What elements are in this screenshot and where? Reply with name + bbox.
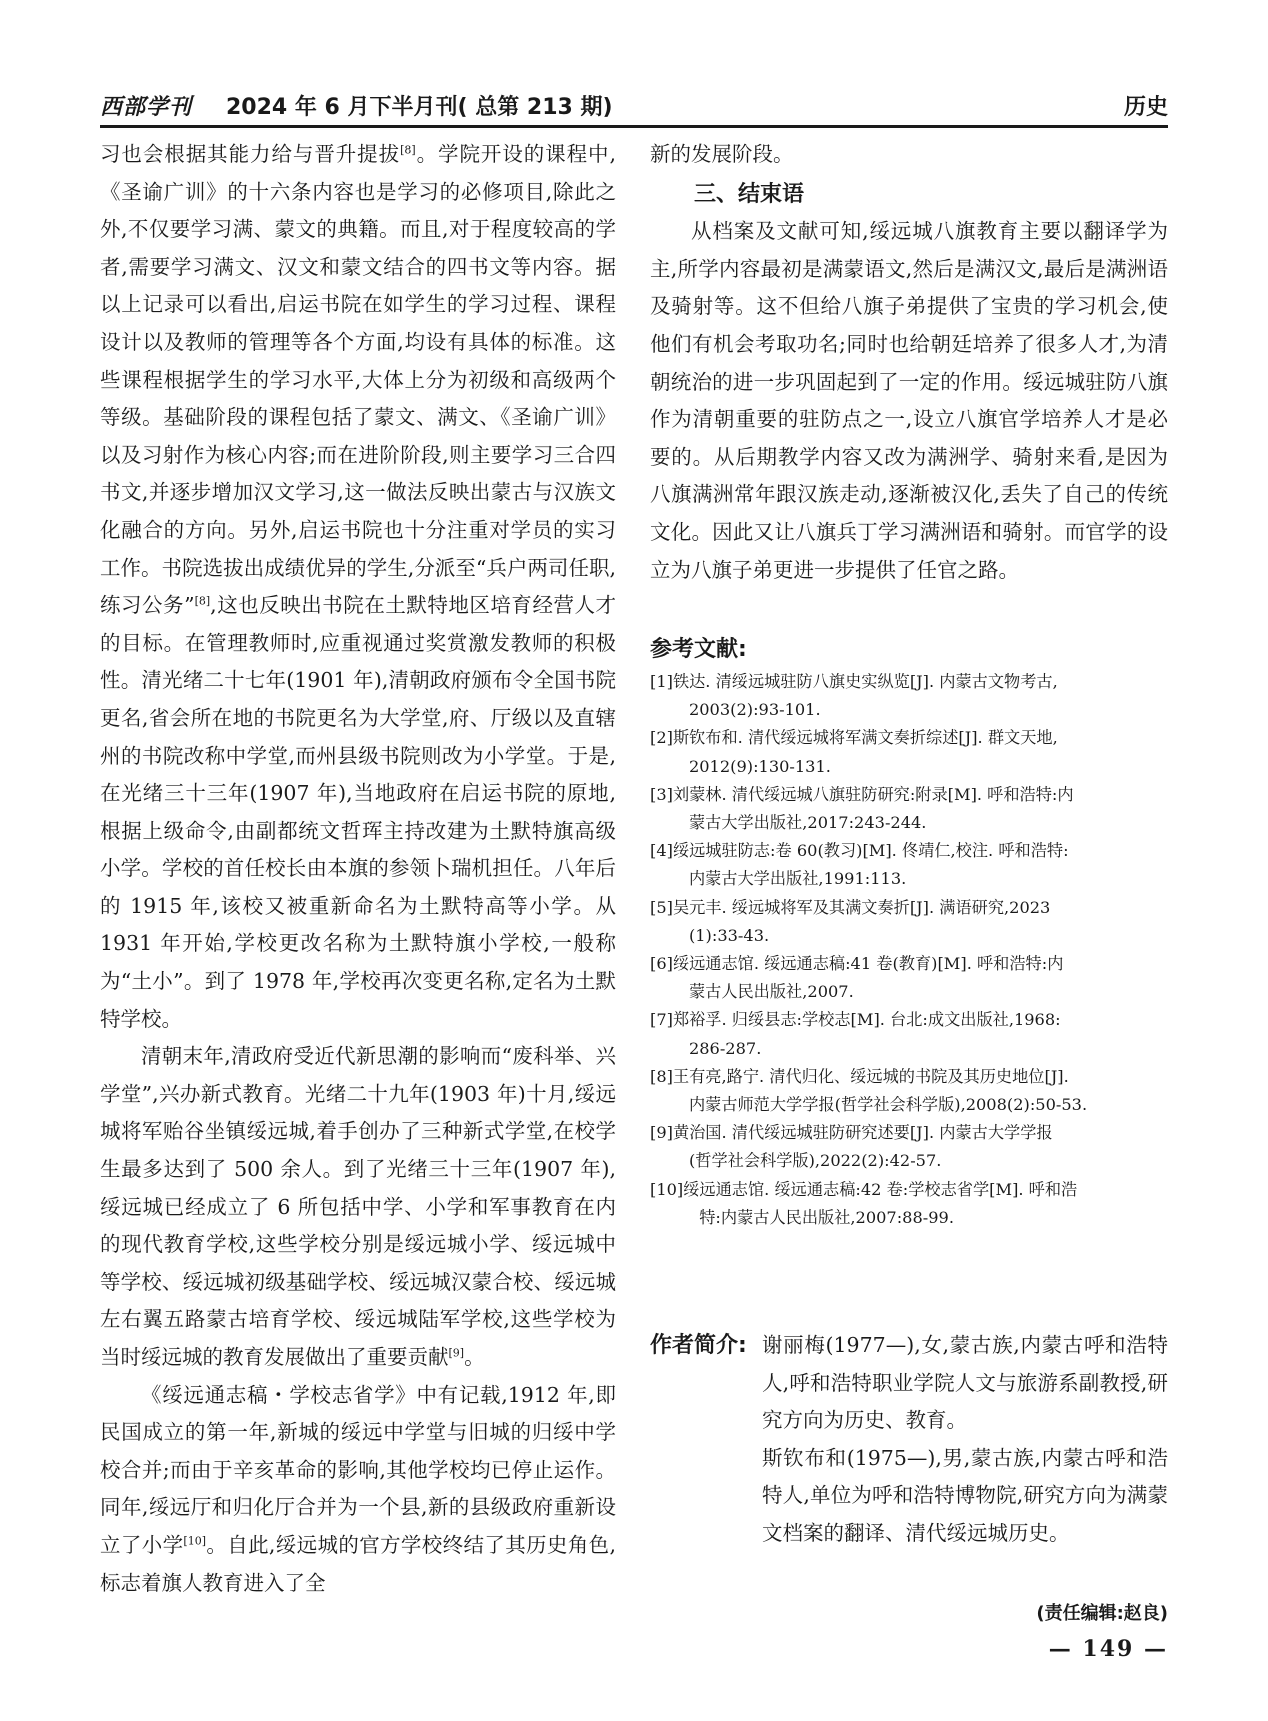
right-column xyxy=(650,136,1168,589)
references-list xyxy=(650,668,1168,1232)
responsible-editor: (责任编辑:赵良) xyxy=(1036,1603,1168,1624)
paragraph: 新的发展阶段。 xyxy=(650,142,794,166)
reference-item: [3] 刘蒙林. 清代绥远城八旗驻防研究:附录[M]. 呼和浩特:内 蒙古大学出版社,2017:243-244. xyxy=(650,784,1074,833)
page-number: — 149 — xyxy=(1048,1636,1168,1662)
section-name: 历史 xyxy=(1123,95,1168,120)
reference-item: [9] 黄治国. 清代绥远城驻防研究述要[J]. 内蒙古大学学报 (哲学社会科学版),2022(2):42-57. xyxy=(650,1123,1053,1171)
reference-item: [4] 绥远城驻防志:卷 60(教习)[M]. 佟靖仁,校注. 呼和浩特: 内蒙古大学出版社,1991:113. xyxy=(650,841,1069,889)
reference-item: [10] 绥远通志馆. 绥远通志稿:42 卷:学校志省学[M]. 呼和浩 特:内蒙古人民出版社,2007:88-99. xyxy=(650,1179,1078,1227)
author-intro-label: 作者简介: xyxy=(650,1333,747,1358)
journal-logo: 西部学刊 xyxy=(100,94,193,120)
citation[interactable]: [8] xyxy=(194,594,211,608)
references-title: 参考文献: xyxy=(650,637,747,662)
reference-item: [7] 郑裕孚. 归绥县志:学校志[M]. 台北:成文出版社,1968: 286-287. xyxy=(650,1010,1061,1058)
author-bio: 斯钦布和(1975—),男,蒙古族,内蒙古呼和浩特人,单位为呼和浩特博物院,研究方向为满蒙文档案的翻译、清代绥远城历史。 xyxy=(762,1445,1168,1545)
issue-info: 2024 年 6 月下半月刊( 总第 213 期) xyxy=(226,95,613,120)
paragraph: 习也会根据其能力给与晋升提拔[8]。学院开设的课程中,《圣谕广训》的十六条内容也是学习的必修项目,除此之外,不仅要学习满、蒙文的典籍。而且,对于程度较高的学者,需要学习满文、汉文和蒙文结合的四书文等内容。据以上记录可以看出,启运书院在如学生的学习过程、课程设计以及教师的管理等各个方面,均设有具体的标准。这些课程根据学生的学习水平,大体上分为初级和高级两个等级。基础阶段的课程包括了蒙文、满文、《圣谕广训》以及习射作为核心内容;而在进阶阶段,则主要学习三合四书文,并逐步增加汉文学习,这一做法反映出蒙古与汉族文化融合的方向。另外,启运书院也十分注重对学员的实习工作。书院选拔出成绩优异的学生,分派至“兵户两司任职,练习公务”[8],这也反映出书院在土默特地区培育经营人才的目标。在管理教师时,应重视通过奖赏激发教师的积极性。清光绪二十七年(1901 年),清朝政府颁布令全国书院更名,省会所在地的书院更名为大学堂,府、厅级以及直辖州的书院改称中学堂,而州县级书院则改为小学堂。于是,在光绪三十三年(1907 年),当地政府在启运书院的原地,根据上级命令,由副都统文哲珲主持改建为土默特旗高级小学。学校的首任校长由本旗的参领卜瑞机担任。八年后的 1915 年,该校又被重新命名为土默特高等小学。从 1931 年开始,学校更改名称为土默特旗小学校,一般称为“土小”。到了 1978 年,学校再次变更名称,定名为土默特学校。 xyxy=(100,142,617,1031)
reference-item: [5] 吴元丰. 绥远城将军及其满文奏折[J]. 满语研究,2023 (1):33-43. xyxy=(650,897,1051,945)
left-column xyxy=(100,136,616,1602)
reference-item: [6] 绥远通志馆. 绥远通志稿:41 卷(教育)[M]. 呼和浩特:内 蒙古人民出版社,2007. xyxy=(650,954,1064,1002)
paragraph: 《绥远通志稿・学校志省学》中有记载,1912 年,即民国成立的第一年,新城的绥远中学堂与旧城的归绥中学校合并;而由于辛亥革命的影响,其他学校均已停止运作。同年,绥远厅和归化厅合并为一个县,新的县级政府重新设立了小学[10]。自此,绥远城的官方学校终结了其历史角色,标志着旗人教育进入了全 xyxy=(100,1382,616,1595)
citation[interactable]: [8] xyxy=(400,143,416,157)
running-header xyxy=(100,88,1168,124)
author-bio: 谢丽梅(1977—),女,蒙古族,内蒙古呼和浩特人,呼和浩特职业学院人文与旅游系副教授,研究方向为历史、教育。 xyxy=(762,1333,1168,1433)
section-heading: 三、结束语 xyxy=(694,181,805,207)
reference-item: [8] 王有亮,路宁. 清代归化、绥远城的书院及其历史地位[J]. 内蒙古师范大学学报(哲学社会科学版),2008(2):50-53. xyxy=(650,1066,1088,1115)
header-rule xyxy=(100,125,1168,128)
paragraph: 清朝末年,清政府受近代新思潮的影响而“废科举、兴学堂”,兴办新式教育。光绪二十九年(1903 年)十月,绥远城将军贻谷坐镇绥远城,着手创办了三种新式学堂,在校学生最多达到了 500 余人。到了光绪三十三年(1907 年),绥远城已经成立了 6 所包括中学、小学和军事教育在内的现代教育学校,这些学校分别是绥远城小学、绥远城中等学校、绥远城初级基础学校、绥远城汉蒙合校、绥远城左右翼五路蒙古培育学校、绥远城陆军学校,这些学校为当时绥远城的教育发展做出了重要贡献[9]。 xyxy=(100,1044,616,1369)
paragraph: 从档案及文献可知,绥远城八旗教育主要以翻译学为主,所学内容最初是满蒙语文,然后是满汉文,最后是满洲语及骑射等。这不但给八旗子弟提供了宝贵的学习机会,使他们有机会考取功名;同时也给朝廷培养了很多人才,为清朝统治的进一步巩固起到了一定的作用。绥远城驻防八旗作为清朝重要的驻防点之一,设立八旗官学培养人才是必要的。从后期教学内容又改为满洲学、骑射来看,是因为八旗满洲常年跟汉族走动,逐渐被汉化,丢失了自己的传统文化。因此又让八旗兵丁学习满洲语和骑射。而官学的设立为八旗子弟更进一步提供了任官之路。 xyxy=(650,219,1168,582)
reference-item: [2] 斯钦布和. 清代绥远城将军满文奏折综述[J]. 群文天地, 2012(9):130-131. xyxy=(650,728,1058,776)
citation[interactable]: [10] xyxy=(183,1534,207,1548)
reference-item: [1] 铁达. 清绥远城驻防八旗史实纵览[J]. 内蒙古文物考古, 2003(2):93-101. xyxy=(650,672,1058,720)
author-intro-body xyxy=(762,1327,1168,1553)
citation[interactable]: [9] xyxy=(448,1346,465,1360)
